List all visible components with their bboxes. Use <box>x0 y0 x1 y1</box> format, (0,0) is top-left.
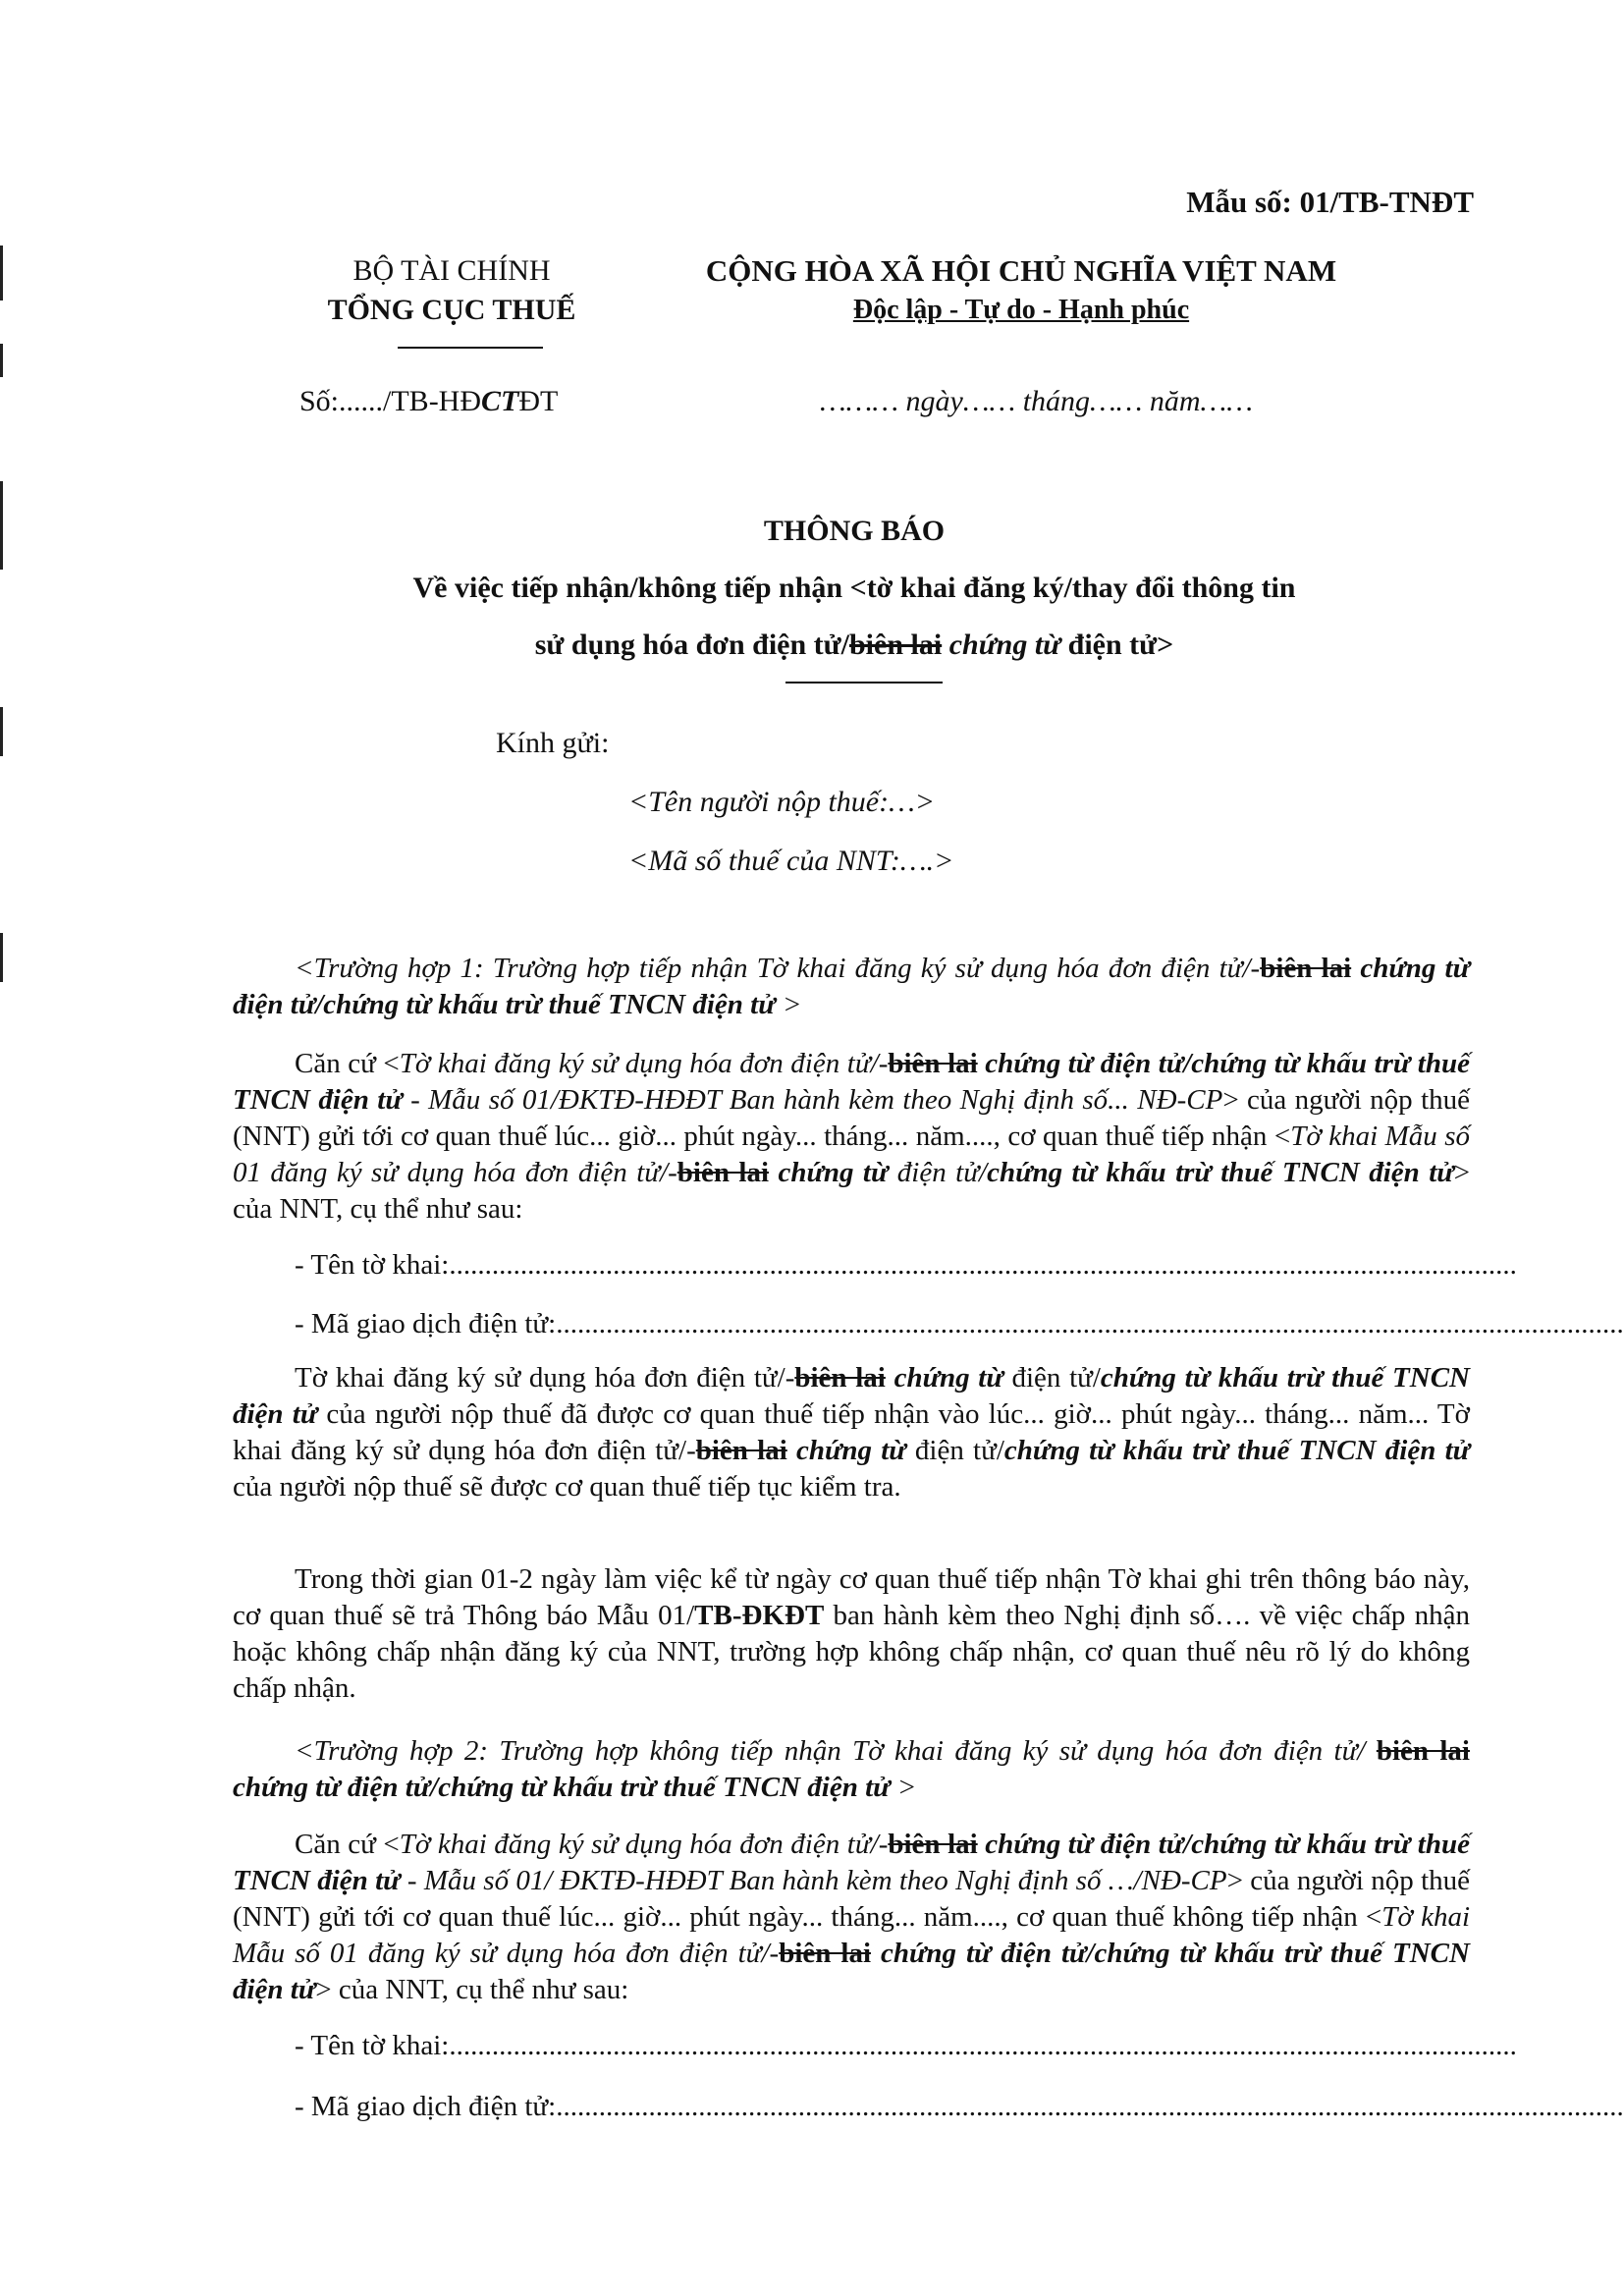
case-1-heading: <Trường hợp 1: Trường hợp tiếp nhận Tờ khai đăng ký sử dụng hóa đơn điện tử/-biên lai chứng từ điện tử/chứng từ khấu trừ thuế TNCN điện tử > <box>233 953 1470 1020</box>
case-2-paragraph-1: Căn cứ <Tờ khai đăng ký sử dụng hóa đơn điện tử/-biên lai chứng từ điện tử/chứng từ khấu trừ thuế TNCN điện tử - Mẫu số 01/ ĐKTĐ-HĐĐT Ban hành kèm theo Nghị định số …/NĐ-CP> của người nộp thuế (NNT) gửi tới cơ quan thuế lúc... giờ... phút ngày... tháng... năm...., cơ quan thuế không tiếp nhận <Tờ khai Mẫu số 01 đăng ký sử dụng hóa đơn điện tử/-biên lai chứng từ điện tử/chứng từ khấu trừ thuế TNCN điện tử> của NNT, cụ thể như sau: <box>233 1829 1471 2005</box>
case-2-declaration-name-field: - Tên tờ khai:...................................................................................................................................................... <box>295 2030 1517 2061</box>
form-code: Mẫu số: 01/TB-TNĐT <box>1186 185 1474 219</box>
date-line: ……… ngày…… tháng…… năm…… <box>820 385 1253 417</box>
salutation: Kính gửi: <box>496 727 610 759</box>
recipient-name-placeholder: <Tên người nộp thuế:…> <box>628 786 936 818</box>
title-divider <box>785 682 943 683</box>
ministry-name: BỘ TÀI CHÍNH <box>352 254 551 287</box>
national-header <box>687 251 1355 330</box>
notice-subject-line-2: sử dụng hóa đơn điện tử/biên lai chứng từ điện tử> <box>534 629 1174 661</box>
national-motto: Độc lập - Tự do - Hạnh phúc <box>852 295 1190 325</box>
case-2-heading: <Trường hợp 2: Trường hợp không tiếp nhận Tờ khai đăng ký sử dụng hóa đơn điện tử/ biên lai chứng từ điện tử/chứng từ khấu trừ thuế TNCN điện tử > <box>233 1735 1470 1803</box>
case-1-declaration-name-field: - Tên tờ khai:...................................................................................................................................................... <box>295 1249 1517 1281</box>
header-divider <box>398 347 543 349</box>
notice-header <box>295 503 1414 674</box>
case-1-paragraph-1: Căn cứ <Tờ khai đăng ký sử dụng hóa đơn điện tử/-biên lai chứng từ điện tử/chứng từ khấu trừ thuế TNCN điện tử - Mẫu số 01/ĐKTĐ-HĐĐT Ban hành kèm theo Nghị định số... NĐ-CP> của người nộp thuế (NNT) gửi tới cơ quan thuế lúc... giờ... phút ngày... tháng... năm...., cơ quan thuế tiếp nhận <Tờ khai Mẫu số 01 đăng ký sử dụng hóa đơn điện tử/-biên lai chứng từ điện tử/chứng từ khấu trừ thuế TNCN điện tử> của NNT, cụ thể như sau: <box>233 1048 1471 1225</box>
country-name: CỘNG HÒA XÃ HỘI CHỦ NGHĨA VIỆT NAM <box>705 253 1337 288</box>
department-name: TỔNG CỤC THUẾ <box>327 294 576 326</box>
recipient-tax-code-placeholder: <Mã số thuế của NNT:….> <box>628 845 954 877</box>
case-1-transaction-code-field: - Mã giao dịch điện tử:...................................................................................................................................................... <box>295 1308 1624 1339</box>
document-number: Số:....../TB-HĐCTĐT <box>299 385 559 417</box>
notice-title: THÔNG BÁO <box>763 515 946 547</box>
case-1-paragraph-2: Tờ khai đăng ký sử dụng hóa đơn điện tử/-biên lai chứng từ điện tử/chứng từ khấu trừ thuế TNCN điện tử của người nộp thuế đã được cơ quan thuế tiếp nhận vào lúc... giờ... phút ngày... tháng... năm... Tờ khai đăng ký sử dụng hóa đơn điện tử/-biên lai chứng từ điện tử/chứng từ khấu trừ thuế TNCN điện tử của người nộp thuế sẽ được cơ quan thuế tiếp tục kiểm tra. <box>233 1362 1470 1503</box>
case-1-paragraph-3: Trong thời gian 01-2 ngày làm việc kể từ ngày cơ quan thuế tiếp nhận Tờ khai ghi trên thông báo này, cơ quan thuế sẽ trả Thông báo Mẫu 01/TB-ĐKĐT ban hành kèm theo Nghị định số…. về việc chấp nhận hoặc không chấp nhận đăng ký của NNT, trường hợp không chấp nhận, cơ quan thuế nêu rõ lý do không chấp nhận. <box>233 1563 1471 1704</box>
notice-subject-line-1: Về việc tiếp nhận/không tiếp nhận <tờ khai đăng ký/thay đổi thông tin <box>412 572 1296 604</box>
issuing-authority <box>295 251 609 330</box>
case-2-transaction-code-field: - Mã giao dịch điện tử:...................................................................................................................................................... <box>295 2091 1624 2122</box>
